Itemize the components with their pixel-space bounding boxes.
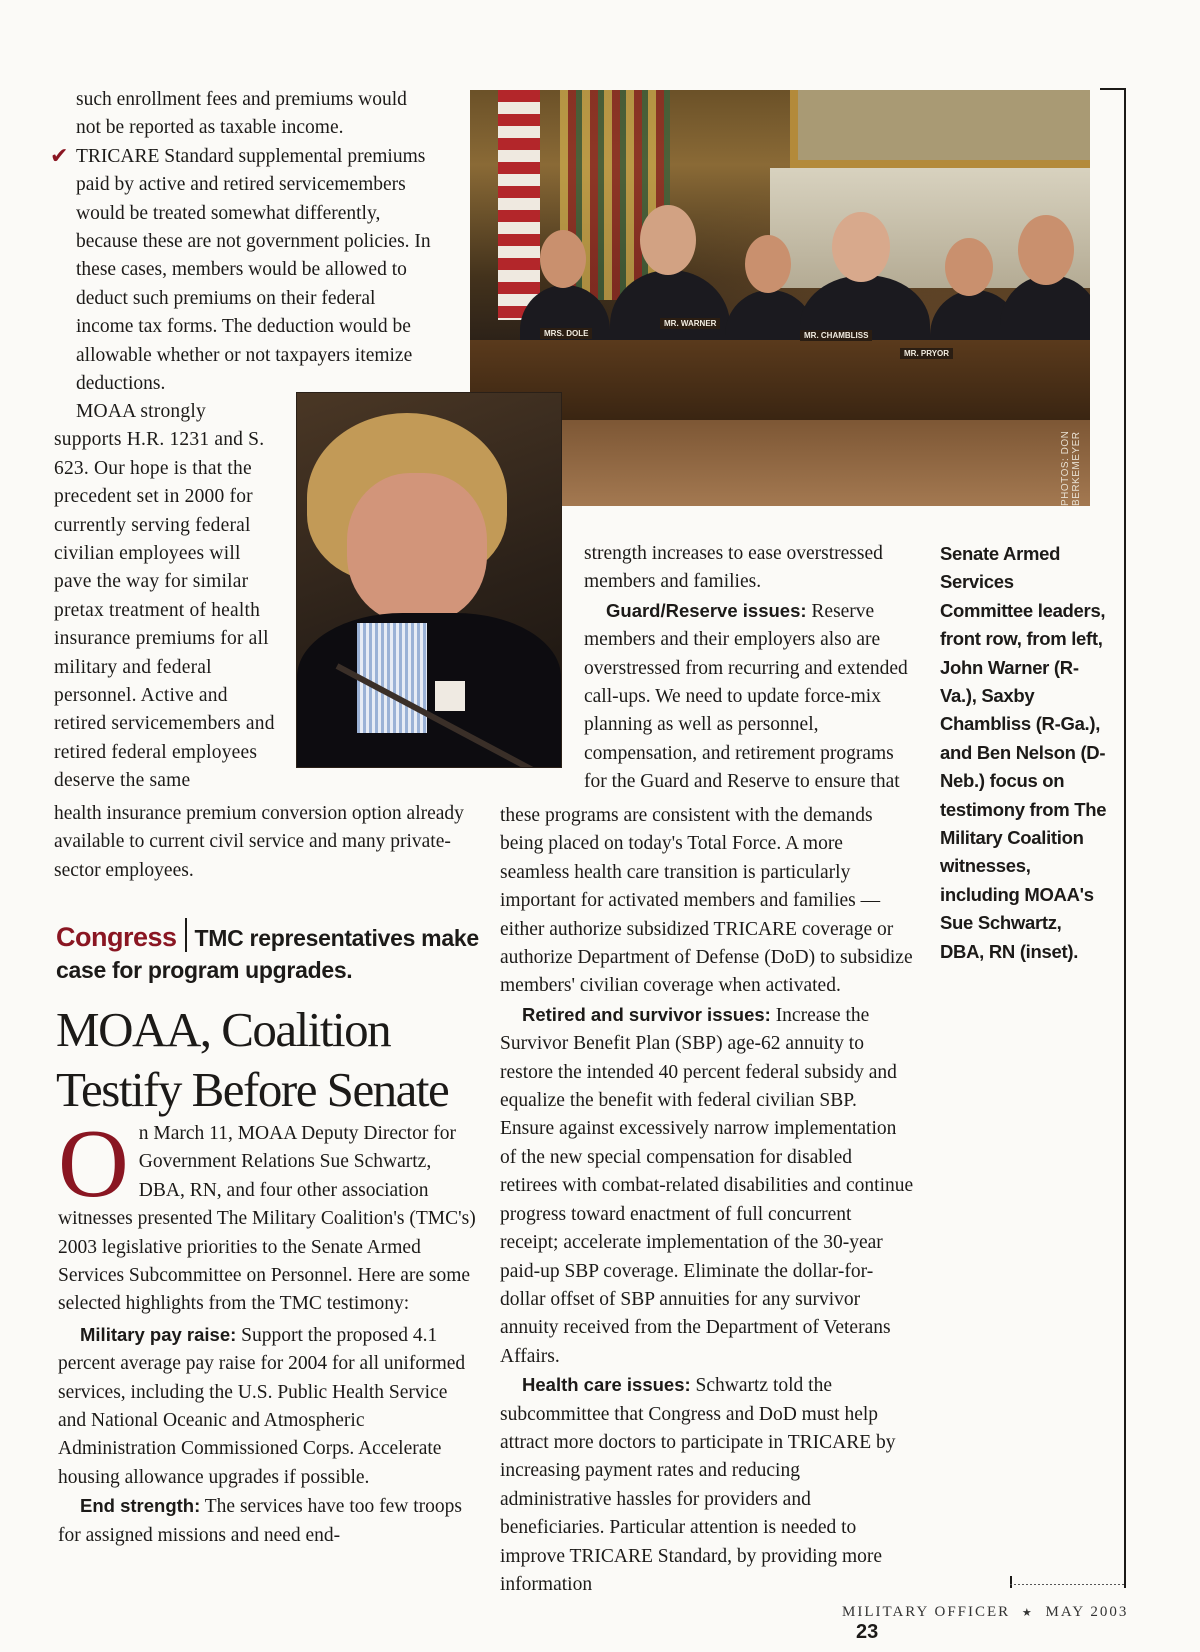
inset-photo (296, 392, 562, 768)
section-kicker (56, 918, 486, 986)
hearing-photo (470, 90, 1090, 506)
kicker-divider (185, 918, 187, 952)
intro-paragraph: On March 11, MOAA Deputy Director for Government Relations Sue Schwartz, DBA, RN, and four other association witnesses presented The Military Coalition's (TMC's) 2003 legislative priorities to the Senate Armed Services Subcommittee on Personnel. Here are some selected highlights from the TMC testimony: (58, 1110, 476, 1315)
nameplate: MR. PRYOR (900, 348, 953, 359)
run-in-head: Military pay raise: (80, 1323, 237, 1345)
bullet-item: ✔ TRICARE Standard supplemental premiums paid by active and retired servicemembers would be treated somewhat differently, because these are not government policies. In these cases, members would be allowed to deduct such premiums on their federal income tax forms. The deduction would be allowable whether or not taxpayers itemize deductions. (50, 143, 431, 395)
section-category: Congress (56, 922, 177, 952)
divider (1010, 1584, 1126, 1585)
run-in-head: Health care issues: (522, 1374, 691, 1396)
drop-cap: O (58, 1110, 129, 1218)
star-icon: ★ (1021, 1606, 1034, 1619)
article-headline: MOAA, Coalition Testify Before Senate (56, 1002, 449, 1117)
paragraph: health insurance premium conversion option already available to current civil service and many private-sector employees. (54, 803, 464, 881)
guard-paragraph: Guard/Reserve issues: Reserve members and their employers also are overstressed from recurring and extended call-ups. We need to update force-mix planning as well as personnel, compensation, and retirement programs for the Guard and Reserve to ensure that (584, 599, 908, 793)
end-strength-paragraph: End strength: The services have too few troops for assigned missions and need end- (58, 1495, 462, 1546)
run-in-head: Retired and survivor issues: (522, 1003, 771, 1025)
check-icon: ✔ (50, 143, 69, 169)
health-paragraph: Health care issues: Schwartz told the subcommittee that Congress and DoD must help attract more doctors to participate in TRICARE by increasing payment rates and reducing administrative hassles for providers and beneficiaries. Particular attention is needed to improve TRICARE Standard, by providing more information (500, 1374, 896, 1595)
page-number: 23 (856, 1621, 879, 1643)
col1-wrap-cont (54, 800, 474, 885)
magazine-name: MILITARY OFFICER (842, 1604, 1011, 1620)
retired-paragraph: Retired and survivor issues: Increase the Survivor Benefit Plan (SBP) age-62 annuity to restore the intended 40 percent federal subsidy and equalize the benefit with federal civilian SBP. Ensure against excessively narrow implementation of the new special compensation for disabled retirees with combat-related disabilities and continue progress toward enactment of full concurrent receipt; accelerate implementation of the 30-year paid-up SBP coverage. Eliminate the dollar-for-dollar offset of SBP annuities for any survivor annuity received from the Department of Veterans Affairs. (500, 1003, 914, 1367)
article-col1 (58, 1110, 478, 1550)
divider (1010, 1576, 1012, 1588)
col1-wrap-text (54, 398, 278, 796)
photo-caption: Senate Armed Services Committee leaders, front row, from left, John Warner (R-Va.), Saxby Chambliss (R-Ga.), and Ben Nelson (D-Neb.) focus on testimony from The Military Coalition witnesses, including MOAA's Sue Schwartz, DBA, RN (inset). (940, 543, 1107, 962)
paragraph: such enrollment fees and premiums would not be reported as taxable income. (76, 89, 407, 139)
nameplate: MR. WARNER (660, 318, 720, 329)
paragraph: these programs are consistent with the demands being placed on today's Total Force. A more seamless health care transition is particularly important for activated members and families — either authorize subsidized TRICARE coverage or authorize Department of Defense (DoD) to subsidize members' civilian coverage when activated. (500, 805, 913, 997)
run-in-head: Guard/Reserve issues: (606, 599, 807, 621)
issue-date: MAY 2003 (1045, 1604, 1129, 1620)
col1-top-text (50, 86, 436, 398)
divider (1100, 88, 1126, 90)
kicker-text: TMC representatives make case for program upgrades. (56, 925, 479, 983)
nameplate: MR. CHAMBLISS (800, 330, 872, 341)
paragraph: MOAA strongly supports H.R. 1231 and S. 623. Our hope is that the precedent set in 2000 for currently serving federal civilian employees will pave the way for similar pretax treatment of health insurance premiums for all military and federal personnel. Active and retired servicemembers and retired federal employees deserve the same (54, 401, 275, 792)
nameplate: MRS. DOLE (540, 328, 592, 339)
article-col2 (500, 802, 914, 1599)
photo-credit: PHOTOS: DON BERKEMEYER (1060, 430, 1082, 506)
page-footer (842, 1604, 1152, 1644)
paragraph: strength increases to ease overstressed members and families. (584, 543, 883, 593)
divider (1124, 88, 1126, 1588)
pay-paragraph: Military pay raise: Support the proposed 4.1 percent average pay raise for 2004 for all uniformed services, including the U.S. Public Health Service and National Oceanic and Atmospheric Administration Commissioned Corps. Accelerate housing allowance upgrades if possible. (58, 1323, 466, 1488)
article-col2-upper (584, 540, 914, 797)
run-in-head: End strength: (80, 1495, 201, 1517)
